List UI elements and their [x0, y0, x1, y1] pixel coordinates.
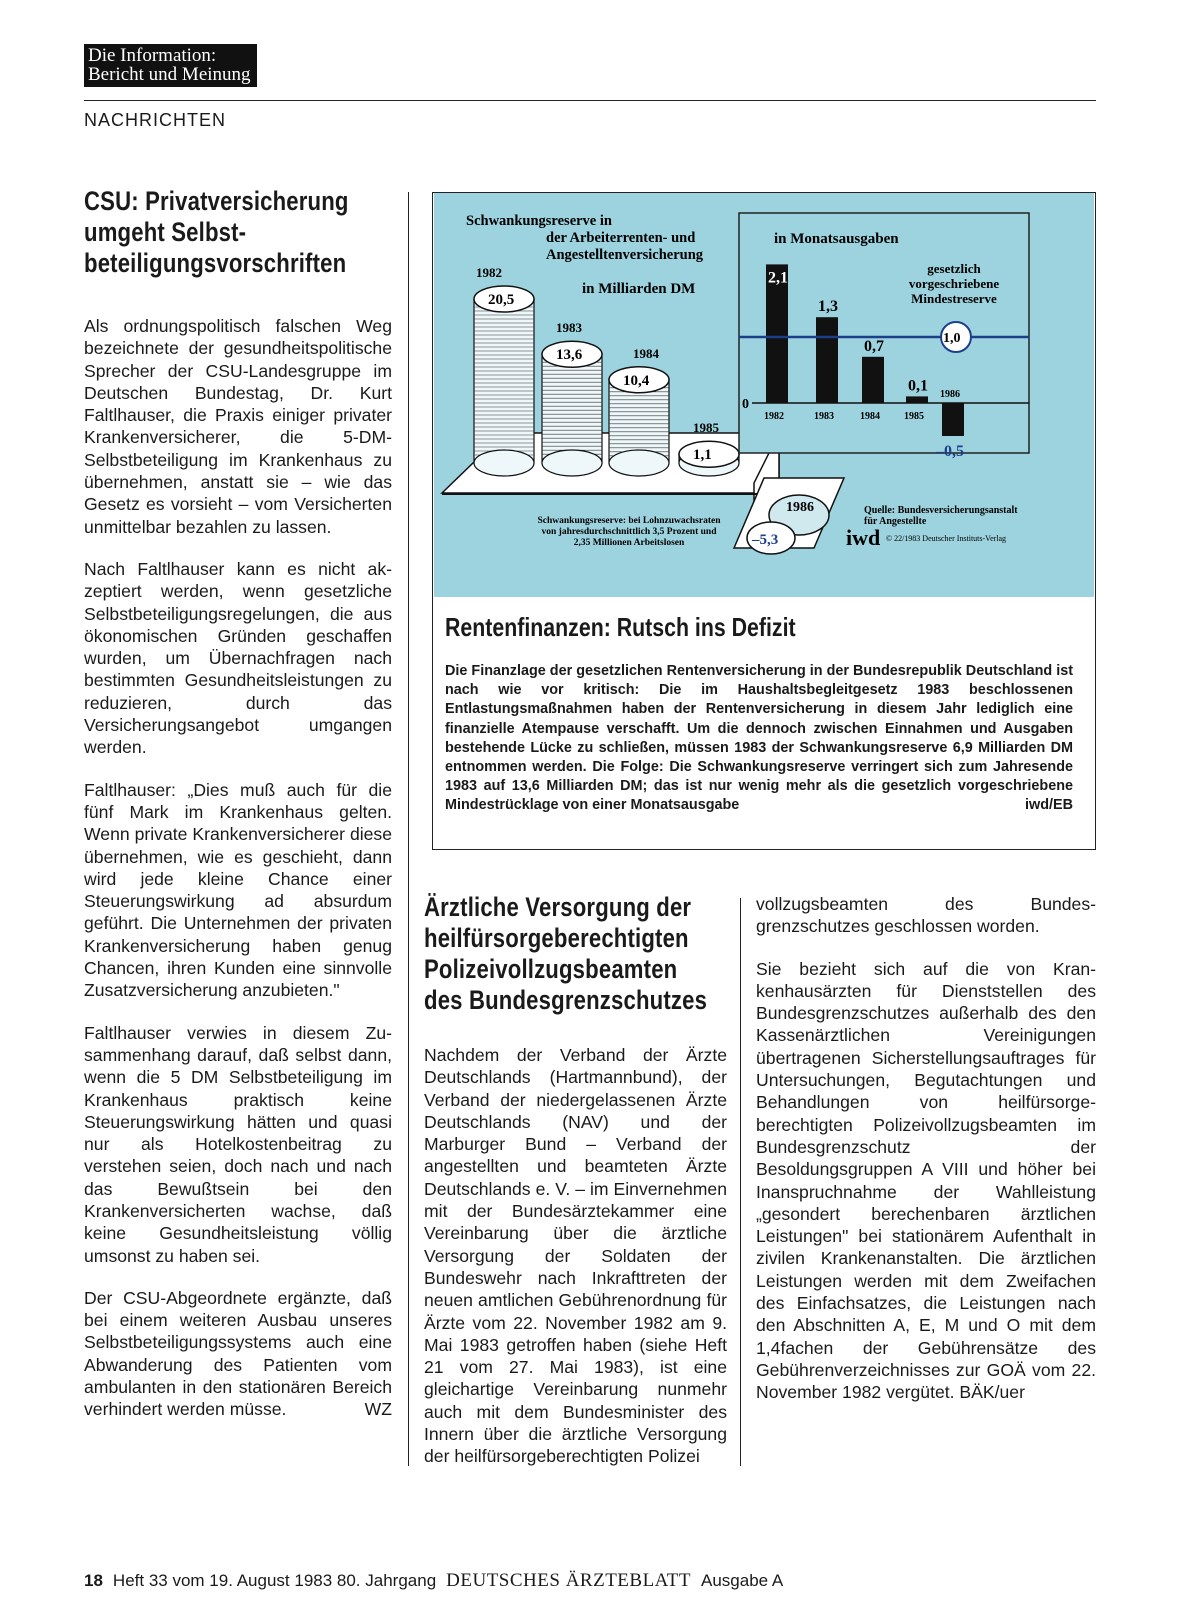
- coin-stack-bottom: [609, 450, 669, 476]
- headline-line: Ärztliche Versorgung der: [424, 892, 692, 922]
- mindestreserve-annotation: Mindestreserve: [911, 291, 997, 306]
- chart-svg: [434, 193, 1094, 597]
- headline-line: CSU: Privatversicherung: [84, 186, 349, 216]
- mindestreserve-annotation: vorgeschriebene: [908, 276, 1000, 291]
- edition-label: Ausgabe A: [701, 1571, 784, 1590]
- issue-info: Heft 33 vom 19. August 1983 80. Jahrgang: [112, 1571, 437, 1590]
- left-chart-subtitle: in Milliarden DM: [582, 281, 696, 297]
- article2-body-col2: [756, 893, 1096, 1404]
- iwd-logo: iwd: [846, 525, 881, 550]
- kicker-line: Die Information:: [88, 45, 217, 66]
- coin-value-label: 1,1: [693, 447, 712, 464]
- section-label: NACHRICHTEN: [84, 110, 227, 130]
- monthly-bar-1985: [906, 396, 928, 403]
- paragraph: vollzugsbeamten des Bundesgrenzschutzes geschlossen worden.: [756, 894, 1096, 937]
- paragraph-text: Der CSU-Abgeordnete ergänzte, daß bei einem weiteren Ausbau unseres Selbstbeteiligungssystems auch eine Abwanderung des Patienten vom ambulanten in den stationären Bereich verhindert werden müsse.: [84, 1287, 392, 1420]
- monthly-bar-1984: [862, 357, 884, 403]
- paragraph: Faltlhauser: „Dies muß auch für die fünf Mark im Krankenhaus gelten. Wenn private Krankenversicherer diese übernehmen, wie es geschieht, dann wird jede kleine Chance einer Steuerungswirkung ad absurdum geführt. Die Unternehmen der privaten Krankenversicherung haben genug Chancen, ihren Kunden eine sinnvolle Zusatzversicherung anzubieten.": [84, 779, 392, 1001]
- monthly-year-label: 1984: [860, 411, 880, 422]
- coin-stack-bottom: [474, 450, 534, 476]
- coin-year-label: 1983: [556, 320, 582, 336]
- monthly-value-label: 1,3: [818, 298, 838, 316]
- left-chart-title-line: Schwankungsreserve in: [466, 213, 612, 229]
- coin-year-label: 1982: [476, 265, 502, 280]
- mindestreserve-annotation: gesetzlich: [927, 261, 981, 276]
- headline-line: des Bundesgrenzschutzes: [424, 985, 708, 1015]
- paragraph: [756, 958, 1096, 1404]
- paragraph: [84, 1287, 392, 1421]
- chart-graphic: [434, 193, 1094, 597]
- coin-stack-bottom: [542, 450, 602, 476]
- coin-value-label: 10,4: [623, 372, 650, 389]
- column-divider: [408, 192, 409, 1466]
- coin-stack-body: [542, 354, 602, 463]
- article2-headline: [424, 892, 736, 1016]
- monthly-value-label: 2,1: [768, 269, 788, 287]
- source-line: für Angestellte: [864, 516, 927, 527]
- monthly-bar-1983: [816, 317, 838, 403]
- source-line: Quelle: Bundesversicherungsanstalt: [864, 505, 1018, 516]
- paragraph: Faltlhauser verwies in diesem Zusammenhang darauf, daß selbst dann, wenn die 5 DM Selbstbeteiligung im Krankenhaus praktisch keine Steuerungswirkung hätten und quasi nur als Hotelkostenbeitrag zu verstehen seien, doch nach und nach das Bewußtsein bei den Krankenversicherten wachse, daß keine Gesundheitsleistung völlig umsonst zu haben sei.: [84, 1022, 392, 1266]
- coin-year-label: 1985: [693, 420, 719, 436]
- article1-headline: [84, 186, 396, 279]
- infobox-title: Rentenfinanzen: Rutsch ins Defizit: [445, 612, 796, 642]
- magazine-name: DEUTSCHES ÄRZTEBLATT: [446, 1570, 692, 1591]
- headline-line: heilfürsorgeberechtigten: [424, 923, 689, 953]
- mindestreserve-value: 1,0: [943, 331, 961, 346]
- monthly-year-label: 1985: [904, 411, 924, 422]
- headline-line: umgeht Selbst-: [84, 217, 247, 247]
- monthly-bar-1986: [942, 403, 964, 436]
- column-divider: [740, 898, 741, 1466]
- coin-1986-year: 1986: [786, 500, 814, 515]
- monthly-year-label: 1983: [814, 411, 834, 422]
- page-number: 18: [84, 1571, 103, 1590]
- monthly-value-label: 0,1: [908, 377, 928, 395]
- coin-stack-body: [474, 299, 534, 463]
- footnote-line: 2,35 Millionen Arbeitslosen: [573, 538, 685, 548]
- kicker-line: Bericht und Meinung: [88, 64, 251, 85]
- monthly-year-label: 1982: [764, 411, 784, 422]
- footnote-line: von jahresdurchschnittlich 3,5 Prozent und: [541, 527, 717, 537]
- article1-body: [84, 315, 392, 1421]
- paragraph-text: Sie bezieht sich auf die von Krankenhausärzten für Dienststellen des Bundesgrenzschutzes außerhalb des den Kassenärztlichen Vereinigungen übertragenen Sicherstellungsauftrages für Untersuchungen, Begutachtungen und Behandlungen von heilfürsorgeberechtigten Polizeivollzugsbeamten im Bundesgrenzschutz der Besoldungsgruppen A VIII und höher bei Inanspruchnahme der Wahlleistung „gesondert berechenbaren ärztlichen Leistungen" bei stationärem Aufenthalt in zivilen Krankenanstalten. Die ärztlichen Leistungen werden mit dem Zweifachen des Einfachsatzes, die Leistungen nach den Abschnitten A, E, M und O mit dem 1,4fachen der Gebührensätze des Gebührenverzeichnisses zur GOÄ vom 22. November 1982 vergütet.: [756, 958, 1096, 1403]
- left-chart-title-line: der Arbeiterrenten- und: [546, 230, 696, 246]
- author-signature: WZ: [364, 1399, 392, 1420]
- paragraph: Nachdem der Verband der Ärzte Deutschlands (Hartmannbund), der Verband der niedergelassenen Ärzte Deutschlands (NAV) und der Marburger Bund – Verband der angestellten und beamteten Ärzte Deutschlands e. V. – im Einvernehmen mit der Bundesärztekammer eine Vereinbarung über die ärztliche Versorgung der Soldaten der Bundeswehr nach Inkrafttreten der neuen amtlichen Gebührenordnung für Ärzte vom 22. November 1982 am 9. Mai 1983 getroffen haben (siehe Heft 21 vom 27. Mai 1983), ist eine gleichartige Vereinbarung nunmehr auch mit dem Bundesminister des Innern über die ärztliche Versorgung der heilfürsorgeberechtigten Polizei: [424, 1045, 727, 1467]
- right-chart-title: in Monatsausgaben: [774, 231, 899, 247]
- top-rule: [84, 100, 1096, 101]
- copyright-line: © 22/1983 Deutscher Instituts-Verlag: [886, 534, 1007, 543]
- page-footer: [84, 1570, 783, 1592]
- infobox-paragraph: Die Finanzlage der gesetzlichen Rentenversicherung in der Bundesrepublik Deutschland ist nach wie vor kritisch: Die im Haushaltsbegleitgesetz 1983 beschlossenen Entlastungsmaßnahmen haben der Rentenversicherung in diesem Jahr lediglich eine finanzielle Atempause verschafft. Um die dennoch zwischen Einnahmen und Ausgaben bestehende Lücke zu schließen, müssen 1983 der Schwankungsreserve 6,9 Milliarden DM entnommen werden. Die Folge: Die Schwankungsreserve verringert sich zum Jahresende 1983 auf 13,6 Milliarden DM; das ist nur wenig mehr als die gesetzlich vorgeschriebene Mindestrücklage von einer Monatsausgabe: [445, 663, 1073, 814]
- monthly-value-label: 0,7: [864, 337, 884, 355]
- zero-label: 0: [742, 397, 749, 412]
- coin-value-label: 13,6: [556, 347, 583, 364]
- kicker-label: [84, 44, 257, 87]
- headline-line: beteiligungsvorschriften: [84, 248, 347, 278]
- article2-body-col1: [424, 1044, 727, 1468]
- left-chart-title-line: Angestelltenversicherung: [546, 247, 704, 263]
- infobox-text: [445, 662, 1073, 816]
- coin-stack-1982: [474, 286, 534, 476]
- left-chart-footnote: [538, 516, 722, 548]
- monthly-value-label: –0,5: [936, 443, 964, 460]
- infobox-signature: iwd/EB: [1025, 797, 1073, 814]
- footnote-line: Schwankungsreserve: bei Lohnzuwachsraten: [537, 516, 721, 526]
- paragraph: Nach Faltlhauser kann es nicht akzeptiert werden, wenn gesetzliche Selbstbeteiligungsregelungen, die aus ökonomischen Gründen geschaffen wurden, um Übernachfragen nach bestimmten Gesundheitsleistungen zu reduzieren, durch das Versicherungsangebot umgangen werden.: [84, 558, 392, 758]
- headline-line: Polizeivollzugsbeamten: [424, 954, 678, 984]
- author-signature: BÄK/uer: [959, 1382, 1025, 1403]
- coin-value-label: 20,5: [488, 292, 515, 308]
- paragraph: Als ordnungspolitisch falschen Weg bezeichnete der gesundheitspolitische Sprecher der CSU-Landesgruppe im Deutschen Bundestag, Dr. Kurt Faltlhauser, die Praxis einiger privater Krankenversicherer, die 5-DM-Selbstbeteiligung im Krankenhaus zu übernehmen, anstatt sie – wie das Gesetz es vorsieht – vom Versicherten unmittelbar bezahlen zu lassen.: [84, 316, 392, 537]
- monthly-year-label: 1986: [940, 389, 960, 400]
- coin-year-label: 1984: [633, 345, 659, 361]
- coin-1986-value: –5,3: [752, 532, 779, 548]
